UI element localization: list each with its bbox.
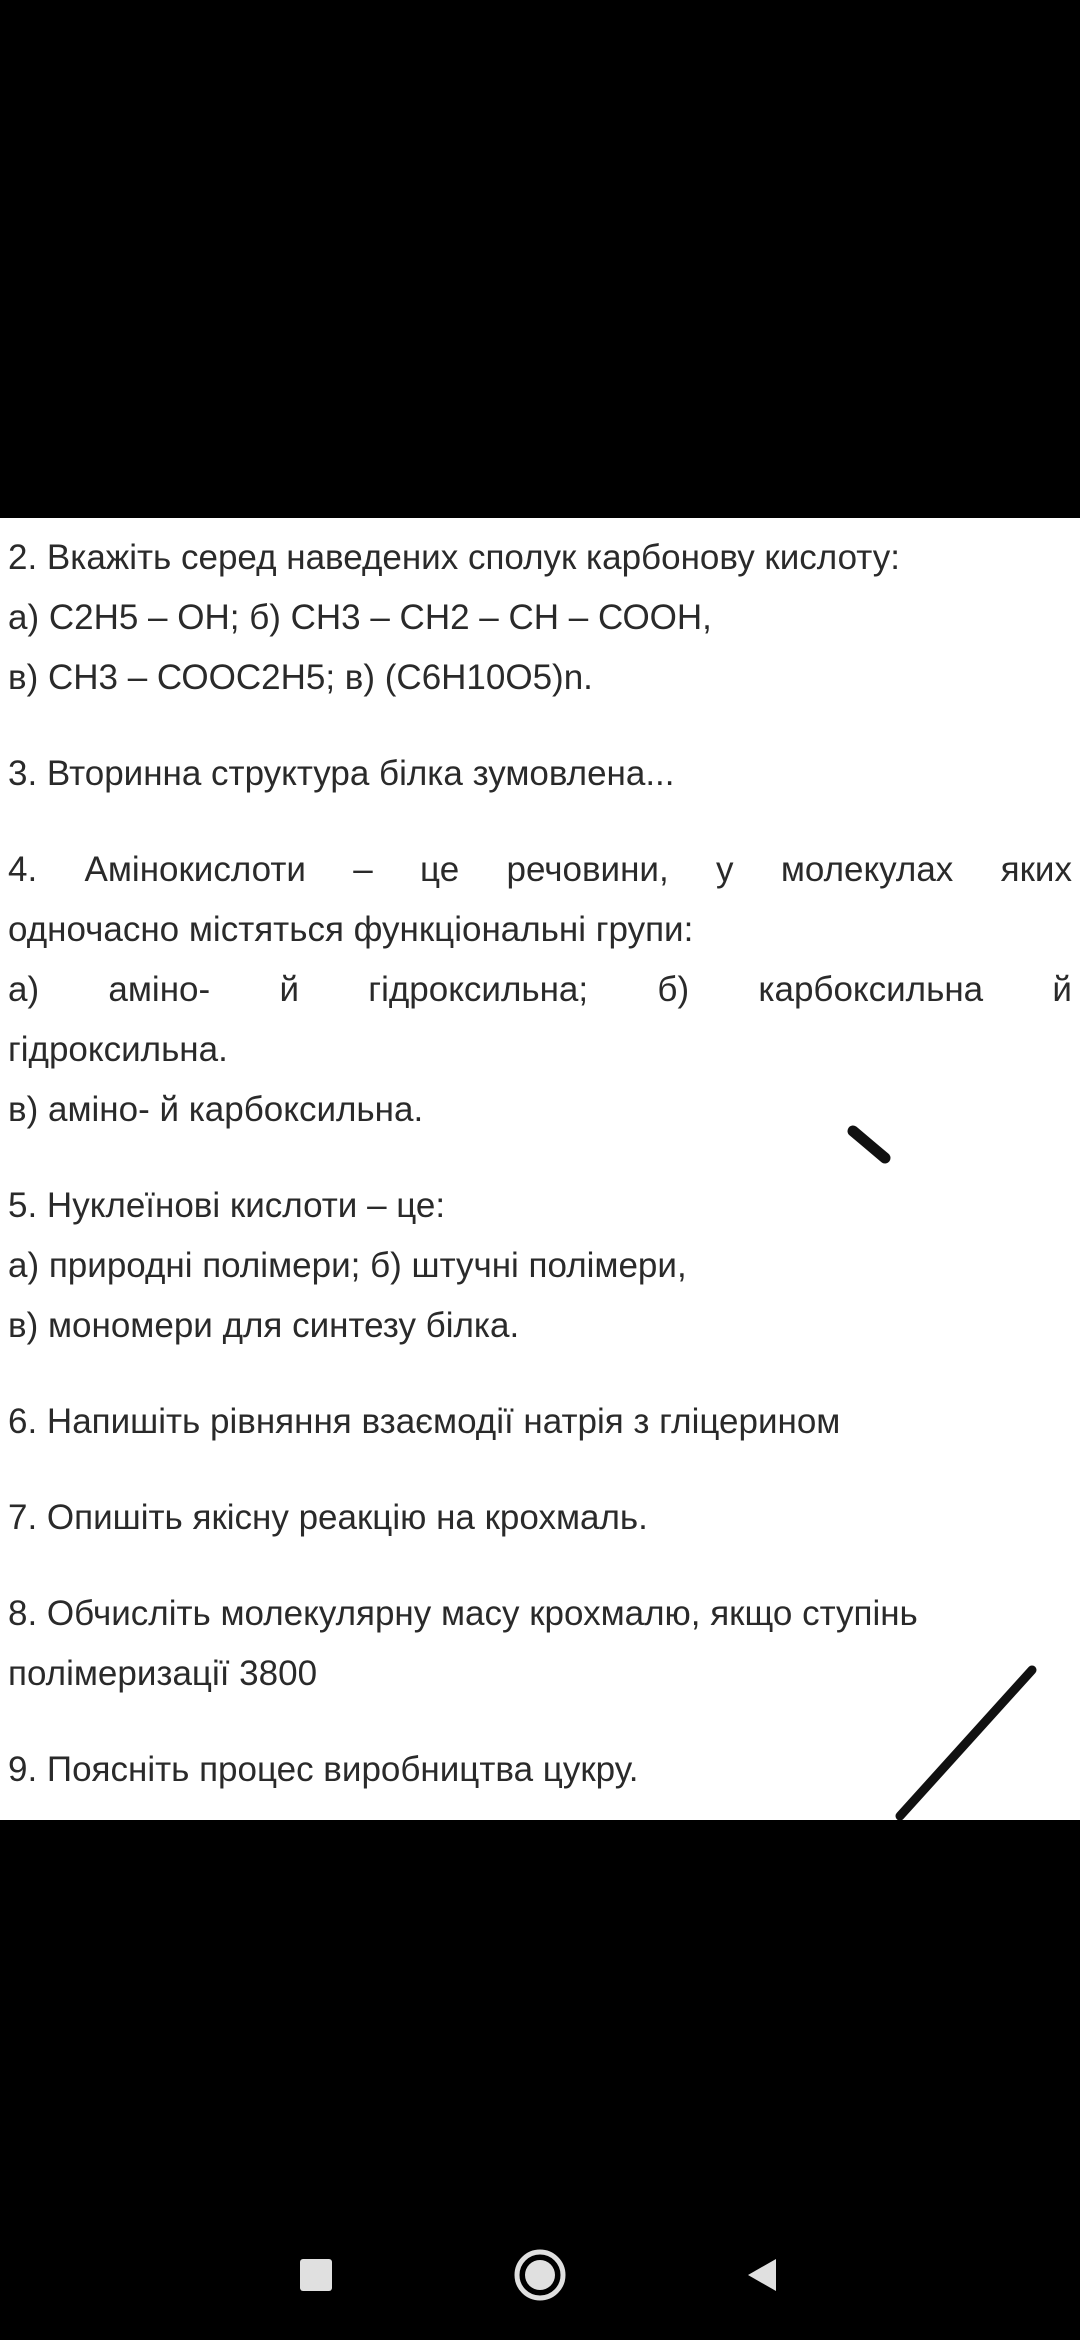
- question-list: [8, 528, 1072, 1800]
- question-7: [8, 1488, 1072, 1548]
- q4-word: речовини,: [506, 850, 669, 889]
- question-6-line-1: 6. Напишіть рівняння взаємодії натрія з гліцерином: [8, 1402, 841, 1441]
- q4-word: а): [8, 970, 40, 1009]
- q4-word: 4.: [8, 850, 38, 889]
- q4-word: –: [353, 850, 373, 889]
- recents-button[interactable]: [261, 2220, 371, 2330]
- question-5-line-1: 5. Нуклеїнові кислоти – це:: [8, 1186, 446, 1225]
- question-8: [8, 1584, 1072, 1704]
- android-navigation-bar: [0, 2220, 1080, 2330]
- question-9-line-1: 9. Поясніть процес виробництва цукру.: [8, 1750, 639, 1789]
- question-5-line-2: а) природні полімери; б) штучні полімери,: [8, 1246, 687, 1285]
- q4-word: Амінокислоти: [84, 850, 306, 889]
- question-2-line-3: в) СН3 – СООС2Н5; в) (С6Н10О5)n.: [8, 658, 593, 697]
- question-7-line-1: 7. Опишіть якісну реакцію на крохмаль.: [8, 1498, 648, 1537]
- q4-word: й: [1052, 970, 1072, 1009]
- question-4-line-5: в) аміно- й карбоксильна.: [8, 1090, 424, 1129]
- q4-word: б): [657, 970, 690, 1009]
- q4-word: молекулах: [780, 850, 954, 889]
- triangle-back-icon: [742, 2255, 782, 2295]
- question-3-line-1: 3. Вторинна структура білка зумовлена...: [8, 754, 675, 793]
- question-8-line-2: полімеризації 3800: [8, 1654, 318, 1693]
- q4-word: це: [420, 850, 460, 889]
- question-4-line-1: [8, 840, 1072, 900]
- q4-word: яких: [1000, 850, 1072, 889]
- question-2: [8, 528, 1072, 708]
- question-5: [8, 1176, 1072, 1356]
- q4-word: у: [716, 850, 734, 889]
- q4-word: аміно-: [108, 970, 211, 1009]
- question-8-line-1: 8. Обчисліть молекулярну масу крохмалю, якщо ступінь: [8, 1594, 918, 1633]
- question-6: [8, 1392, 1072, 1452]
- q4-word: й: [279, 970, 300, 1009]
- question-2-line-2: а) С2Н5 – ОН; б) СН3 – СН2 – СН – СООН,: [8, 598, 712, 637]
- question-4-line-2: одночасно містяться функціональні групи:: [8, 910, 694, 949]
- home-button[interactable]: [485, 2220, 595, 2330]
- question-3: [8, 744, 1072, 804]
- question-4-line-3: [8, 960, 1072, 1020]
- circle-home-icon: [512, 2247, 568, 2303]
- back-button[interactable]: [707, 2220, 817, 2330]
- question-2-line-1: 2. Вкажіть серед наведених сполук карбонову кислоту:: [8, 538, 900, 577]
- question-5-line-3: в) мономери для синтезу білка.: [8, 1306, 520, 1345]
- q4-word: карбоксильна: [758, 970, 984, 1009]
- document-photo: [0, 518, 1080, 1820]
- question-9: [8, 1740, 1072, 1800]
- q4-word: гідроксильна;: [368, 970, 589, 1009]
- question-4: [8, 840, 1072, 1140]
- question-4-line-4: гідроксильна.: [8, 1030, 228, 1069]
- square-icon: [296, 2255, 336, 2295]
